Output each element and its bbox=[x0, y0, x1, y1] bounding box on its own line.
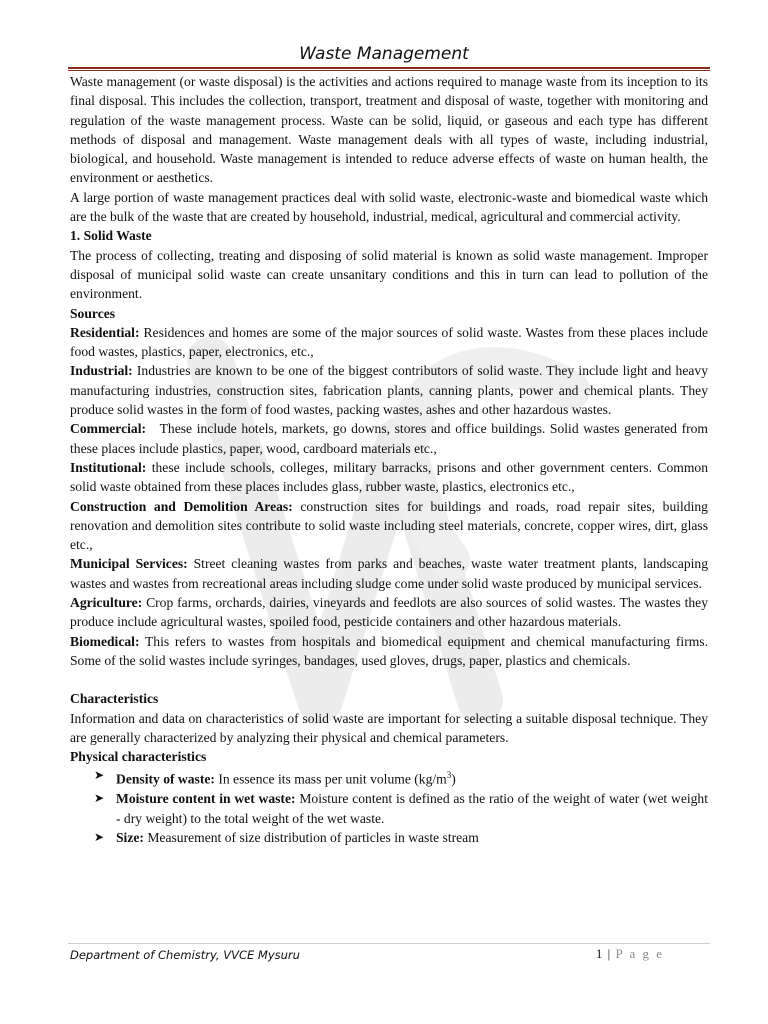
source-residential: Residential: Residences and homes are some of the major sources of solid waste. Wastes from these places include food wastes, plastics, paper, electronics, etc., bbox=[70, 324, 708, 360]
intro-paragraph-1: Waste management (or waste disposal) is the activities and actions required to manage waste from its inception to its final disposal. This includes the collection, transport, treatment and disposal of waste, together with monitoring and regulation of the waste management process. Waste can be solid, liquid, or gaseous and each type has different methods of disposal and management. Waste management deals with all types of waste, including industrial, biological, and household. Waste management is intended to reduce adverse effects of waste on human health, the environment or aesthetics. bbox=[70, 74, 708, 186]
source-municipal: Municipal Services: Street cleaning wastes from parks and beaches, waste water treatment plants, landscaping wastes and wastes from recreational areas including sludge come under solid waste produced by municipal services. bbox=[70, 556, 709, 591]
characteristics-paragraph: Information and data on characteristics of solid waste are important for selecting a suitable disposal technique. They are generally characterized by analyzing their physical and chemical parameters. bbox=[70, 710, 708, 745]
physical-characteristics-list bbox=[70, 766, 708, 847]
list-item: ➤ Moisture content in wet waste: Moisture content is defined as the ratio of the weight of water (wet weight - dry weight) to the total weight of the wet waste. bbox=[94, 791, 708, 826]
characteristics-heading: Characteristics bbox=[70, 691, 159, 707]
solid-waste-heading: 1. Solid Waste bbox=[70, 228, 152, 244]
header-rule-thin bbox=[68, 70, 710, 71]
document-body bbox=[70, 72, 712, 847]
physical-characteristics-heading: Physical characteristics bbox=[70, 749, 207, 765]
arrow-bullet-icon: ➤ bbox=[94, 768, 105, 783]
arrow-bullet-icon: ➤ bbox=[94, 791, 105, 806]
intro-paragraph-2: A large portion of waste management practices deal with solid waste, electronic-waste and biomedical waste which are the bulk of the waste that are created by household, industrial, medical, agricultural and commercial activity. bbox=[70, 189, 708, 225]
source-agriculture: Agriculture: Crop farms, orchards, dairies, vineyards and feedlots are also sources of solid wastes. The wastes they produce include agricultural wastes, spoiled food, pesticide containers and other hazardous materials. bbox=[70, 595, 708, 630]
source-biomedical: Biomedical: This refers to wastes from hospitals and biomedical equipment and chemical manufacturing firms. Some of the solid wastes include syringes, bandages, used gloves, drugs, paper, plastics and chemicals. bbox=[70, 633, 708, 668]
list-item: ➤ Density of waste: In essence its mass per unit volume $(kg/m^3)$ bbox=[94, 768, 456, 787]
source-construction: Construction and Demolition Areas: construction sites for buildings and roads, road repair sites, building renovation and demolition sites contribute to solid waste including steel materials, concrete, copper wires, dirt, glass etc., bbox=[70, 498, 708, 553]
footer-rule bbox=[68, 943, 710, 944]
header-rule bbox=[68, 67, 710, 69]
solid-waste-paragraph: The process of collecting, treating and disposing of solid material is known as solid waste management. Improper disposal of municipal solid waste can create unsanitary conditions and this in turn can lead to pollution of the environment. bbox=[70, 247, 708, 302]
paragraph-spacer bbox=[70, 670, 708, 689]
footer-department: Department of Chemistry, VVCE Mysuru bbox=[70, 948, 300, 962]
list-item: ➤ Size: Measurement of size distribution of particles in waste stream bbox=[70, 828, 708, 847]
page-header-title: Waste Management bbox=[299, 44, 469, 64]
footer-page-number: 1 | P a g e bbox=[595, 946, 664, 961]
source-commercial: Commercial: These include hotels, markets, go downs, stores and office buildings. Solid wastes generated from these places include plastics, paper, wood, cardboard materials etc., bbox=[70, 421, 712, 456]
source-industrial: Industrial: Industries are known to be one of the biggest contributors of solid waste. They include light and heavy manufacturing industries, construction sites, fabrication plants, canning plants, power and chemical plants. They produce solid wastes in the form of food wastes, packing wastes, ashes and other hazardous wastes. bbox=[70, 363, 708, 418]
sources-heading: Sources bbox=[70, 305, 116, 321]
arrow-bullet-icon: ➤ bbox=[94, 829, 105, 844]
source-institutional: Institutional: these include schools, colleges, military barracks, prisons and other government centers. Common solid waste obtained from these places includes glass, rubber waste, plastics, electronics etc., bbox=[70, 459, 708, 495]
